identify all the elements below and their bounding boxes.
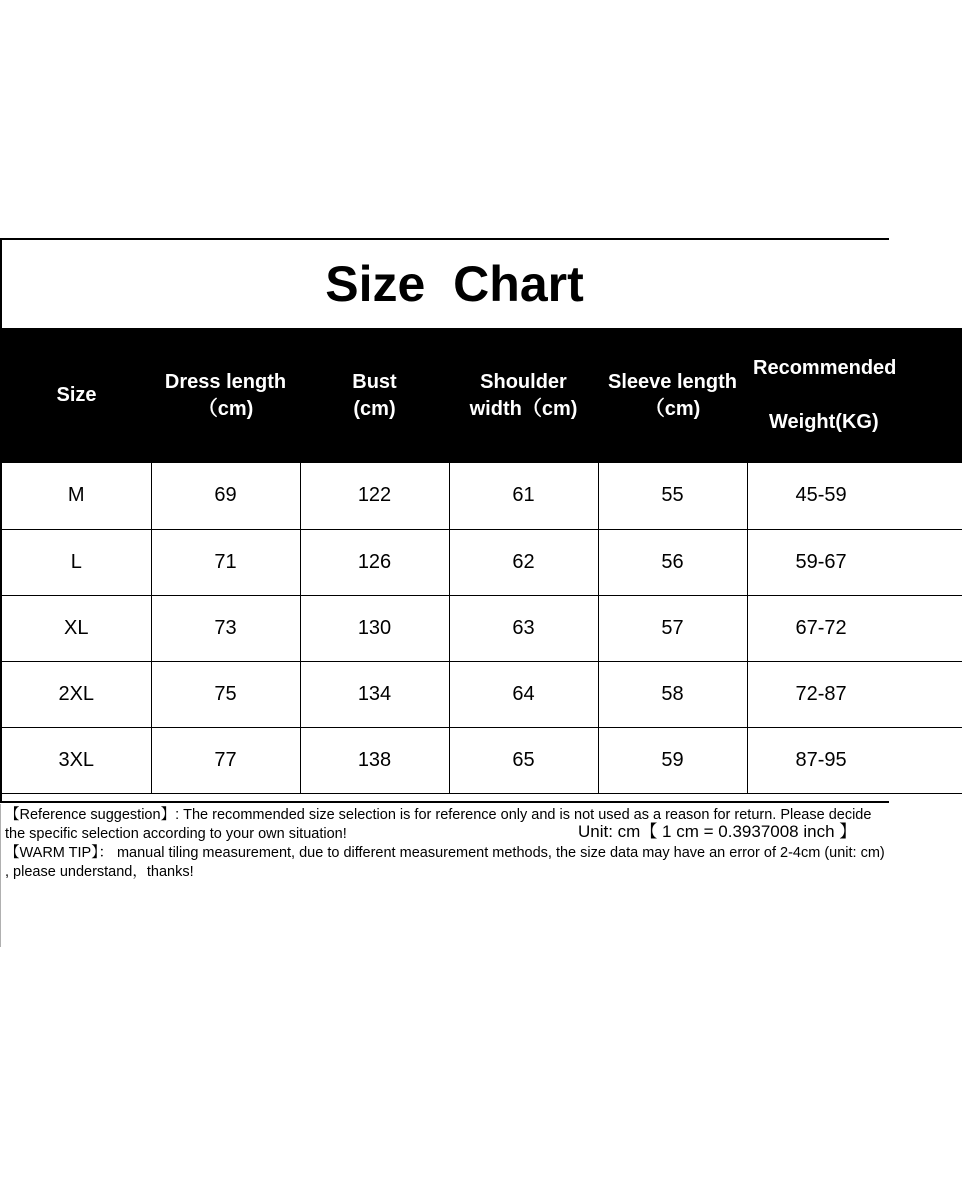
size-table bbox=[2, 328, 962, 794]
cell-dress-length: 77 bbox=[151, 727, 300, 793]
table-row bbox=[2, 529, 962, 595]
cell-shoulder-width: 65 bbox=[449, 727, 598, 793]
cell-size: M bbox=[2, 463, 151, 529]
cell-bust: 138 bbox=[300, 727, 449, 793]
cell-size: XL bbox=[2, 595, 151, 661]
cell-bust: 122 bbox=[300, 463, 449, 529]
table-row bbox=[2, 727, 962, 793]
header-dress-length: Dress length （cm) bbox=[164, 370, 287, 420]
cell-recommended-weight: 72-87 bbox=[747, 661, 962, 727]
cell-shoulder-width: 64 bbox=[449, 661, 598, 727]
header-shoulder-width: Shoulder width（cm) bbox=[469, 370, 578, 420]
cell-size: 2XL bbox=[2, 661, 151, 727]
cell-sleeve-length: 55 bbox=[598, 463, 747, 529]
cell-bust: 130 bbox=[300, 595, 449, 661]
header-recommended-weight-line1: Recommended bbox=[753, 357, 897, 379]
cell-dress-length: 73 bbox=[151, 595, 300, 661]
cell-sleeve-length: 58 bbox=[598, 661, 747, 727]
chart-title: Size Chart bbox=[325, 256, 584, 312]
cell-recommended-weight: 67-72 bbox=[747, 595, 962, 661]
reference-suggestion-note: 【Reference suggestion】: The recommended size selection is for reference only and is not used as a reason for return. Please decide the specific selection according to your own situation! bbox=[5, 807, 872, 842]
cell-shoulder-width: 61 bbox=[449, 463, 598, 529]
header-recommended-weight-line2: Weight(KG) bbox=[769, 411, 879, 433]
cell-shoulder-width: 63 bbox=[449, 595, 598, 661]
header-size: Size bbox=[56, 384, 97, 406]
cell-shoulder-width: 62 bbox=[449, 529, 598, 595]
header-sleeve-length: Sleeve length （cm) bbox=[608, 370, 737, 420]
cell-sleeve-length: 56 bbox=[598, 529, 747, 595]
cell-dress-length: 75 bbox=[151, 661, 300, 727]
unit-note: Unit: cm【 1 cm = 0.3937008 inch 】 bbox=[578, 821, 857, 841]
table-header-row bbox=[2, 328, 962, 463]
cell-sleeve-length: 59 bbox=[598, 727, 747, 793]
cell-dress-length: 71 bbox=[151, 529, 300, 595]
table-row bbox=[2, 463, 962, 529]
notes-section bbox=[0, 804, 889, 947]
cell-size: L bbox=[2, 529, 151, 595]
warm-tip-note: 【WARM TIP】： manual tiling measurement, due to different measurement methods, the size data may have an error of 2-4cm (unit: cm) , please understand，thanks! bbox=[5, 845, 885, 880]
cell-recommended-weight: 87-95 bbox=[747, 727, 962, 793]
table-row bbox=[2, 661, 962, 727]
cell-bust: 126 bbox=[300, 529, 449, 595]
cell-recommended-weight: 59-67 bbox=[747, 529, 962, 595]
header-bust: Bust (cm) bbox=[352, 370, 397, 420]
cell-size: 3XL bbox=[2, 727, 151, 793]
cell-recommended-weight: 45-59 bbox=[747, 463, 962, 529]
cell-bust: 134 bbox=[300, 661, 449, 727]
header-recommended-weight bbox=[747, 328, 962, 463]
table-row bbox=[2, 595, 962, 661]
cell-dress-length: 69 bbox=[151, 463, 300, 529]
cell-sleeve-length: 57 bbox=[598, 595, 747, 661]
